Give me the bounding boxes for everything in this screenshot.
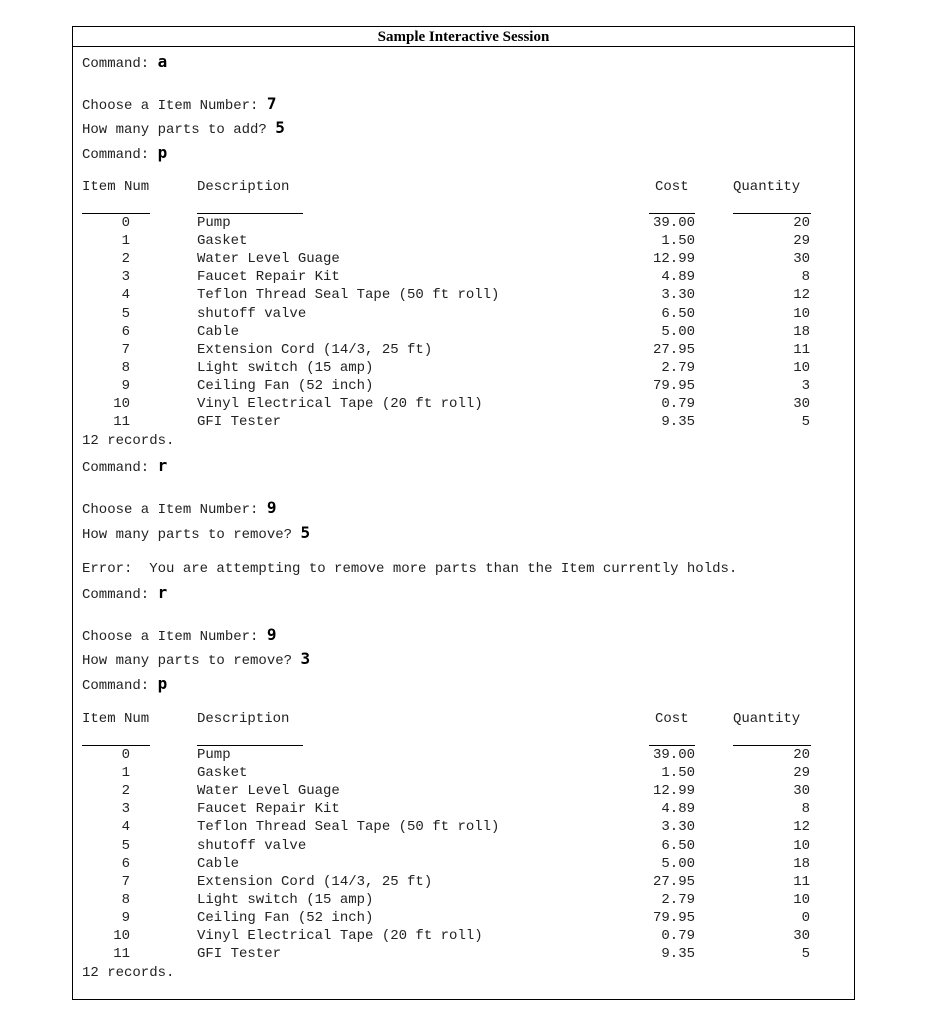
cell-description: Water Level Guage	[197, 783, 340, 800]
cell-cost: 9.35	[661, 946, 695, 963]
cell-cost: 39.00	[652, 215, 695, 231]
cell-item-num: 11	[113, 946, 130, 963]
header-cost: Cost	[655, 179, 689, 195]
cell-quantity: 5	[801, 946, 810, 963]
cell-item-num: 0	[121, 747, 130, 763]
command-label: Command:	[82, 460, 150, 476]
item-number-input: 7	[266, 94, 277, 113]
cell-quantity: 10	[793, 305, 810, 322]
cell-quantity: 0	[801, 909, 810, 926]
cell-description: Gasket	[197, 233, 248, 250]
records-count: 12 records.	[82, 965, 175, 982]
parts-add-label: How many parts to add?	[82, 122, 267, 138]
cell-cost: 79.95	[652, 909, 695, 926]
command-label: Command:	[82, 678, 150, 694]
cell-quantity: 10	[793, 891, 810, 908]
cell-description: Faucet Repair Kit	[197, 801, 340, 818]
parts-count-input: 5	[300, 523, 311, 542]
cell-description: shutoff valve	[197, 837, 307, 854]
cell-description: Ceiling Fan (52 inch)	[197, 377, 374, 394]
cell-quantity: 30	[793, 783, 810, 800]
cell-cost: 2.79	[661, 359, 695, 376]
cell-quantity: 11	[793, 341, 810, 358]
cell-description: Teflon Thread Seal Tape (50 ft roll)	[197, 819, 500, 836]
cell-quantity: 18	[793, 855, 810, 872]
cell-description: Cable	[197, 855, 240, 872]
header-quantity: Quantity	[733, 179, 801, 195]
cell-cost: 0.79	[661, 928, 695, 944]
command-line	[82, 674, 167, 694]
header-underline	[197, 213, 303, 214]
header-quantity: Quantity	[733, 711, 801, 727]
cell-quantity: 29	[793, 765, 810, 782]
choose-item-line	[82, 498, 276, 518]
cell-description: Gasket	[197, 765, 248, 782]
cell-item-num: 1	[121, 765, 130, 782]
cell-item-num: 5	[121, 305, 130, 322]
cell-description: Faucet Repair Kit	[197, 269, 340, 286]
cell-item-num: 8	[121, 359, 130, 376]
command-label: Command:	[82, 56, 150, 72]
cell-quantity: 20	[793, 747, 810, 763]
cell-description: Light switch (15 amp)	[197, 891, 374, 908]
cell-quantity: 30	[793, 396, 810, 412]
header-underline	[733, 213, 811, 214]
cell-quantity: 10	[793, 837, 810, 854]
cell-quantity: 12	[793, 819, 810, 836]
cell-cost: 4.89	[661, 269, 695, 286]
error-message: Error: You are attempting to remove more parts than the Item currently holds.	[82, 561, 738, 577]
command-label: Command:	[82, 147, 150, 163]
item-number-input: 9	[266, 498, 277, 517]
cell-description: Vinyl Electrical Tape (20 ft roll)	[197, 928, 483, 944]
cell-item-num: 7	[121, 341, 130, 358]
cell-item-num: 4	[121, 287, 130, 304]
cell-description: shutoff valve	[197, 305, 307, 322]
cell-item-num: 7	[121, 873, 130, 890]
cell-quantity: 20	[793, 215, 810, 231]
cell-cost: 6.50	[661, 837, 695, 854]
cell-description: Pump	[197, 747, 231, 763]
command-input: p	[157, 143, 168, 162]
choose-item-line	[82, 94, 276, 114]
cell-cost: 6.50	[661, 305, 695, 322]
cell-quantity: 8	[801, 269, 810, 286]
parts-remove-line	[82, 649, 310, 669]
cell-item-num: 2	[121, 251, 130, 268]
header-underline	[649, 213, 695, 214]
parts-remove-line	[82, 523, 310, 543]
cell-item-num: 1	[121, 233, 130, 250]
cell-description: Light switch (15 amp)	[197, 359, 374, 376]
cell-item-num: 3	[121, 801, 130, 818]
cell-description: Water Level Guage	[197, 251, 340, 268]
cell-quantity: 8	[801, 801, 810, 818]
records-count: 12 records.	[82, 433, 175, 450]
cell-description: Pump	[197, 215, 231, 231]
cell-cost: 5.00	[661, 855, 695, 872]
session-frame	[72, 26, 855, 1000]
parts-remove-label: How many parts to remove?	[82, 653, 293, 669]
header-description: Description	[197, 711, 290, 727]
cell-item-num: 6	[121, 855, 130, 872]
header-cost: Cost	[655, 711, 689, 727]
choose-item-label: Choose a Item Number:	[82, 502, 259, 518]
header-underline	[649, 745, 695, 746]
parts-remove-label: How many parts to remove?	[82, 527, 293, 543]
cell-description: Extension Cord (14/3, 25 ft)	[197, 341, 433, 358]
cell-item-num: 2	[121, 783, 130, 800]
command-input: r	[157, 583, 168, 602]
cell-description: Vinyl Electrical Tape (20 ft roll)	[197, 396, 483, 412]
cell-item-num: 8	[121, 891, 130, 908]
cell-cost: 39.00	[652, 747, 695, 763]
page-title: Sample Interactive Session	[73, 27, 854, 47]
cell-description: Teflon Thread Seal Tape (50 ft roll)	[197, 287, 500, 304]
command-line	[82, 143, 167, 163]
parts-add-line	[82, 118, 285, 138]
cell-cost: 5.00	[661, 323, 695, 340]
cell-quantity: 11	[793, 873, 810, 890]
command-label: Command:	[82, 587, 150, 603]
cell-quantity: 10	[793, 359, 810, 376]
cell-description: Extension Cord (14/3, 25 ft)	[197, 873, 433, 890]
header-underline	[733, 745, 811, 746]
cell-item-num: 4	[121, 819, 130, 836]
cell-quantity: 29	[793, 233, 810, 250]
cell-description: GFI Tester	[197, 946, 282, 963]
cell-cost: 12.99	[652, 251, 695, 268]
header-item-num: Item Num	[82, 179, 150, 195]
cell-quantity: 30	[793, 928, 810, 944]
header-underline	[197, 745, 303, 746]
choose-item-label: Choose a Item Number:	[82, 629, 259, 645]
cell-quantity: 3	[801, 377, 810, 394]
command-line	[82, 456, 167, 476]
cell-description: Ceiling Fan (52 inch)	[197, 909, 374, 926]
item-number-input: 9	[266, 625, 277, 644]
cell-cost: 3.30	[661, 819, 695, 836]
choose-item-line	[82, 625, 276, 645]
cell-quantity: 18	[793, 323, 810, 340]
cell-cost: 1.50	[661, 233, 695, 250]
cell-item-num: 3	[121, 269, 130, 286]
cell-item-num: 10	[113, 396, 130, 412]
cell-cost: 0.79	[661, 396, 695, 412]
parts-count-input: 3	[300, 649, 311, 668]
cell-quantity: 5	[801, 414, 810, 431]
command-input: p	[157, 674, 168, 693]
cell-cost: 9.35	[661, 414, 695, 431]
command-line	[82, 583, 167, 603]
cell-cost: 27.95	[652, 873, 695, 890]
parts-count-input: 5	[275, 118, 285, 137]
cell-item-num: 6	[121, 323, 130, 340]
command-line	[82, 52, 167, 72]
cell-item-num: 9	[121, 909, 130, 926]
command-input: a	[157, 52, 168, 71]
header-underline	[82, 745, 150, 746]
command-input: r	[157, 456, 168, 475]
cell-item-num: 0	[121, 215, 130, 231]
cell-item-num: 11	[113, 414, 130, 431]
cell-quantity: 12	[793, 287, 810, 304]
cell-cost: 79.95	[652, 377, 695, 394]
cell-item-num: 10	[113, 928, 130, 944]
cell-item-num: 5	[121, 837, 130, 854]
cell-cost: 4.89	[661, 801, 695, 818]
cell-item-num: 9	[121, 377, 130, 394]
cell-cost: 1.50	[661, 765, 695, 782]
cell-cost: 27.95	[652, 341, 695, 358]
cell-description: GFI Tester	[197, 414, 282, 431]
cell-description: Cable	[197, 323, 240, 340]
header-description: Description	[197, 179, 290, 195]
choose-item-label: Choose a Item Number:	[82, 98, 259, 114]
cell-cost: 12.99	[652, 783, 695, 800]
header-underline	[82, 213, 150, 214]
cell-cost: 2.79	[661, 891, 695, 908]
header-item-num: Item Num	[82, 711, 150, 727]
cell-quantity: 30	[793, 251, 810, 268]
cell-cost: 3.30	[661, 287, 695, 304]
